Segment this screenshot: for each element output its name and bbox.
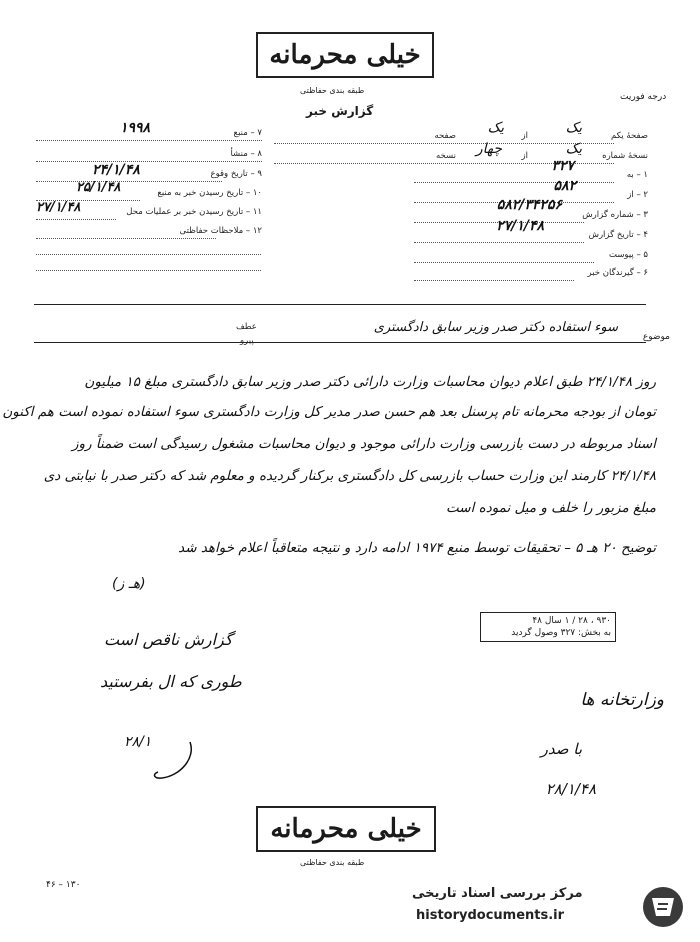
field-origin-label: ۸ – منشأ (230, 149, 262, 159)
field-occurrence-date-line (36, 181, 222, 182)
field-page-line (274, 143, 614, 144)
field-from-label: ۲ – از (627, 190, 648, 200)
field-ops-receipt-label: ۱۱ – تاریخ رسیدن خبر بر عملیات محل (126, 207, 262, 217)
field-from-value: ۵۸۲ (553, 178, 576, 194)
bottom-classification-label: طبقه بندی حفاظتی (300, 858, 365, 867)
field-report-number-value: ۵۸۲/۳۴۲۵۶ (496, 197, 562, 213)
field-page-from: از (521, 131, 528, 141)
separator-line-1 (34, 304, 646, 305)
peyro-label: پیرو (240, 336, 254, 346)
subject-value: سوء استفاده دکتر صدر وزیر سابق دادگستری (373, 320, 618, 335)
field-source-receipt-label: ۱۰ – تاریخ رسیدن خبر به منبع (157, 188, 262, 198)
watermark-title: مرکز بررسی اسناد تاریخی (412, 886, 583, 901)
initials: (هـ ز) (112, 576, 146, 592)
body-line-5: مبلغ مزبور را خلف و میل نموده است (446, 500, 656, 516)
receipt-stamp (480, 612, 616, 642)
receipt-stamp-line2: به بخش: ۳۲۷ وصول گردید (511, 628, 611, 638)
field-report-date-value: ۲۷/۱/۴۸ (496, 218, 544, 234)
field-attachment-label: ۵ – پیوست (608, 250, 648, 260)
field-ops-receipt-line (36, 219, 116, 220)
subject-label: موضوع (642, 332, 670, 342)
body-note: توضیح ۲۰ هـ ۵ – تحقیقات توسط منبع ۱۹۷۴ ادامه دارد و نتیجه متعاقباً اعلام خواهد شد (178, 540, 656, 556)
field-source-label: ۷ – منبع (233, 128, 262, 138)
left-extra-line-1 (36, 254, 261, 255)
field-to-label: ۱ – به (626, 170, 648, 180)
field-recipients-label: ۶ – گیرندگان خبر (587, 268, 648, 278)
field-page-tail: صفحه (434, 131, 456, 141)
atf-label: عطف (236, 322, 257, 332)
field-attachment-line (414, 262, 594, 263)
top-classification-stamp: خیلی محرمانه (256, 32, 434, 78)
body-line-3: اسناد مربوطه در دست بازرسی وزارت دارائی موجود و دیوان محاسبات مشغول رسیدگی است ضمناً روز (72, 436, 656, 452)
left-annotation-2: طوری که ال بفرستید (100, 672, 242, 691)
field-occurrence-date-value: ۲۴/۱/۴۸ (92, 162, 140, 178)
receipt-stamp-line1: ۹۳۰ ، ۲۸ / ۱ سال ۴۸ (532, 616, 611, 626)
separator-line-2 (34, 342, 646, 343)
watermark (404, 880, 694, 936)
left-annotation-1: گزارش ناقص است (104, 630, 233, 649)
bottom-classification-stamp: خیلی محرمانه (256, 806, 436, 852)
field-ops-receipt-value: ۲۷/۱/۴۸ (36, 200, 81, 215)
field-recipients-line (414, 280, 574, 281)
field-page-value2: یک (487, 120, 504, 136)
field-report-number-label: ۳ – شماره گزارش (582, 210, 648, 220)
field-copy-value1: یک (565, 141, 582, 157)
right-annotation-3: ۲۸/۱/۴۸ (545, 780, 596, 798)
body-line-2: تومان از بودجه محرمانه تام پرسنل بعد هم حسن صدر مدیر کل وزارت دادگستری سوء استفاده نموده است هم اکنون (2, 404, 656, 420)
left-annotation-3: ۲۸/۱ (124, 734, 152, 750)
field-copy-from: از (521, 151, 528, 161)
field-copy-label: نسخهٔ شماره (602, 151, 648, 161)
field-source-line (36, 140, 262, 141)
field-report-date-label: ۴ – تاریخ گزارش (588, 230, 648, 240)
urgency-label: درجه فوریت (620, 92, 667, 102)
field-page-label: صفحهٔ یکم (611, 131, 648, 141)
watermark-url: historydocuments.ir (416, 908, 565, 923)
left-extra-line-2 (36, 270, 261, 271)
field-page-value1: یک (565, 120, 582, 136)
signature-squiggle-left (150, 738, 200, 784)
field-origin-line (36, 161, 262, 162)
field-security-notes-label: ۱۲ – ملاحظات حفاظتی (179, 226, 262, 236)
field-source-receipt-value: ۲۵/۱/۴۸ (76, 180, 121, 195)
field-security-notes-line (36, 238, 216, 239)
classification-label: طبقه بندی حفاظتی (300, 86, 365, 95)
right-annotation-2: با صدر (540, 740, 582, 758)
field-to-line (414, 182, 614, 183)
body-line-1: روز ۲۴/۱/۴۸ طبق اعلام دیوان محاسبات وزارت دارائی دکتر صدر وزیر سابق دادگستری مبلغ ۱۵ میلیون (84, 374, 656, 390)
field-to-value: ۳۲۷ (551, 158, 574, 174)
right-annotation-1: وزارتخانه ها (580, 690, 664, 710)
report-title: گزارش خبر (306, 104, 374, 118)
archive-logo-icon (640, 884, 686, 930)
form-number: ۱۳۰ – ۴۶ (46, 880, 81, 890)
body-line-4: ۲۴/۱/۴۸ کارمند این وزارت حساب بازرسی کل دادگستری برکنار گردیده و معلوم شد که دکتر صدر با نیابتی دی (43, 468, 656, 484)
field-source-value: ۱۹۹۸ (120, 120, 151, 136)
field-occurrence-date-label: ۹ – تاریخ وقوع (210, 169, 262, 179)
field-copy-tail: نسخه (436, 151, 456, 161)
field-report-date-line (414, 242, 584, 243)
field-copy-value2: چهار (475, 141, 502, 157)
